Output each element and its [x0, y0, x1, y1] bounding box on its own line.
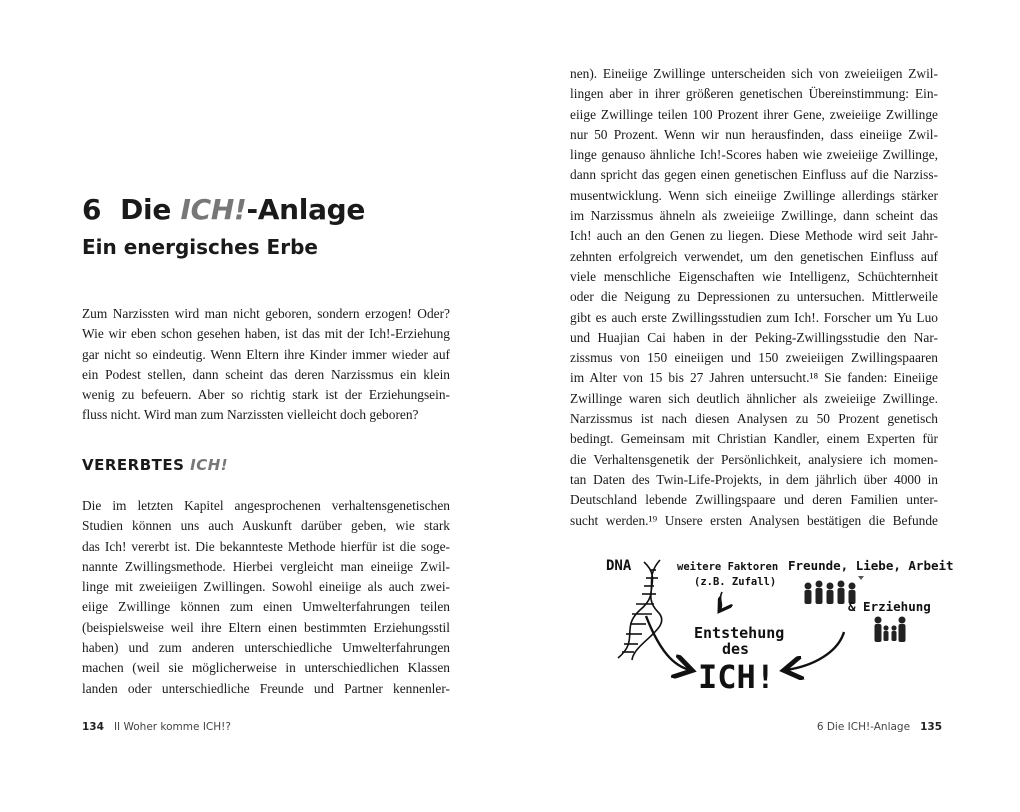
- environment-arrow: [786, 632, 844, 670]
- text-line: nannte Zwillingsmethode. Hierbei vergleicht man eineiige Zwil-: [82, 558, 450, 574]
- text-line: Wie wir eben schon gesehen haben, ist das mit der Ich!-Erziehung: [82, 326, 450, 342]
- text-line: bedingt. Gemeinsam mit Christian Kandler, einem Experten für: [570, 431, 938, 447]
- text-line: Ich! auch an den Genen zu liegen. Diese Methode wird seit Jahr-: [570, 228, 938, 244]
- friends-label: Freunde, Liebe, Arbeit: [788, 558, 954, 573]
- text-line: Die im letzten Kapitel angesprochenen verhaltensgenetischen: [82, 498, 450, 513]
- origin-diagram: [582, 548, 954, 698]
- right-page: [510, 0, 1020, 812]
- text-line: ein Podest stellen, dann scheint das deren Narzissmus ein klein: [82, 366, 450, 382]
- text-line: das Ich! vererbt ist. Die bekannteste Methode hierfür ist die soge-: [82, 538, 450, 554]
- text-line: tan Daten des Twin-Life-Projekts, in dem jährlich über 4000 in: [570, 471, 938, 487]
- text-line: die Verhaltensgenetik der Persönlichkeit, analysiere ich momen-: [570, 451, 938, 467]
- text-line: wenig zu befeuern. Aber so richtig stark ist der Erziehungsein-: [82, 387, 450, 403]
- section-heading: [82, 456, 228, 474]
- text-line: Studien können uns auch Auskunft darüber geben, wie stark: [82, 518, 450, 534]
- page-number: 135: [920, 721, 942, 733]
- text-line: linge genauso ähnliche Ich!-Scores haben wie zweieiige Zwillinge,: [570, 147, 938, 163]
- origin-line-1: Entstehung: [694, 624, 785, 642]
- chapter-title-suffix: -Anlage: [246, 193, 366, 226]
- chapter-number: 6: [82, 193, 102, 226]
- text-line: im Narzissmus ähneln als zweieiige Zwillinge, dann scheint das: [570, 208, 938, 224]
- dna-label: DNA: [606, 558, 632, 574]
- text-line: (beispielsweise weil ihre Eltern einen bestimmten Erziehungsstil: [82, 619, 450, 635]
- text-line: sucht werden.¹⁹ Unsere ersten Analysen bestätigen die Befunde: [570, 512, 938, 528]
- folio-left: [82, 721, 231, 733]
- upbringing-label: & Erziehung: [848, 599, 931, 614]
- running-head: 6 Die ICH!-Anlage: [816, 721, 911, 733]
- text-line: musentwicklung. Wenn sich eineiige Zwillinge allerdings stärker: [570, 187, 938, 203]
- text-line: fluss nicht. Wird man zum Narzissten vielleicht doch geboren?: [82, 407, 419, 423]
- text-line: Narzissmus ist nach diesen Analysen zu 50 Prozent genetisch: [570, 411, 938, 427]
- body-paragraph-left: [82, 496, 450, 699]
- dna-arrow: [646, 616, 690, 670]
- origin-line-3: ICH!: [698, 658, 776, 696]
- text-line: linge mit zweieiigen Zwillingen. Sowohl eineiige als auch zwei-: [82, 579, 450, 595]
- text-line: gar nicht so eindeutig. Wenn Eltern ihre Kinder immer wieder auf: [82, 346, 450, 362]
- chapter-title-prefix: Die: [120, 193, 172, 226]
- text-line: eiige Zwillinge können zum einen Umwelterfahrungen teilen: [82, 599, 450, 615]
- running-head: II Woher komme ICH!?: [113, 721, 231, 733]
- text-line: zehnten erfolgreich verwendet, um den genetischen Einfluss auf: [570, 248, 938, 264]
- text-line: viele menschliche Eigenschaften wie Intelligenz, Schüchternheit: [570, 268, 938, 284]
- origin-line-2: des: [722, 640, 750, 658]
- dna-helix-icon: [618, 560, 662, 660]
- text-line: zissmus von 150 eineiigen und 150 zweieiigen Zwillingspaaren: [570, 350, 938, 366]
- family-icon: [875, 617, 906, 643]
- chapter-title: [82, 193, 365, 226]
- text-line: machen (weil sie möglicherweise in unterschiedlichen Klassen: [82, 660, 450, 676]
- intro-paragraph: [82, 304, 450, 426]
- section-heading-prefix: VERERBTES: [82, 456, 185, 474]
- text-line: im Alter von 15 bis 27 Jahren untersucht.¹⁸ Sie fanden: Eineiige: [570, 370, 938, 386]
- body-paragraph-right: [570, 64, 938, 531]
- factors-label-1: weitere Faktoren: [677, 561, 779, 573]
- factors-label-2: (z.B. Zufall): [694, 576, 777, 588]
- folio-right: [817, 721, 942, 733]
- chapter-title-em: ICH!: [180, 193, 247, 226]
- text-line: landen oder unterschiedliche Freunde und Partner kennenler-: [82, 680, 450, 696]
- text-line: oder die Neigung zu Depressionen zu untersuchen. Mittlerweile: [570, 289, 938, 305]
- text-line: eiige Zwillinge teilen 100 Prozent ihrer Gene, zweieiige Zwillinge: [570, 106, 938, 122]
- text-line: haben) und zum anderen unterschiedliche Umwelterfahrungen: [82, 640, 450, 656]
- text-line: Zwillinge waren sich deutlich ähnlicher als zweieiige Zwillinge.: [570, 390, 938, 406]
- page-number: 134: [82, 721, 104, 733]
- text-line: und Huajian Cai haben in der Peking-Zwillingsstudie den Nar-: [570, 329, 938, 345]
- text-line: dann spricht das gegen einen genetischen Einfluss auf die Narziss-: [570, 167, 938, 183]
- chapter-subtitle: Ein energisches Erbe: [82, 235, 318, 259]
- text-line: Deutschland lebende Zwillingspaare und deren Familien unter-: [570, 492, 938, 508]
- text-line: lingen aber in ihrer größeren genetischen Übereinstimmung: Ein-: [570, 86, 938, 102]
- text-line: Zum Narzissten wird man nicht geboren, sondern erzogen! Oder?: [82, 306, 450, 321]
- section-heading-em: ICH!: [190, 456, 229, 474]
- text-line: nur 50 Prozent. Wenn wir nun herausfinden, dass eineiige Zwil-: [570, 126, 938, 142]
- text-line: gibt es auch erste Zwillingsstudien zum Ich!. Forscher um Yu Luo: [570, 309, 938, 325]
- factors-arrow: [720, 592, 722, 610]
- text-line: nen). Eineiige Zwillinge unterscheiden sich von zweieiigen Zwil-: [570, 66, 938, 81]
